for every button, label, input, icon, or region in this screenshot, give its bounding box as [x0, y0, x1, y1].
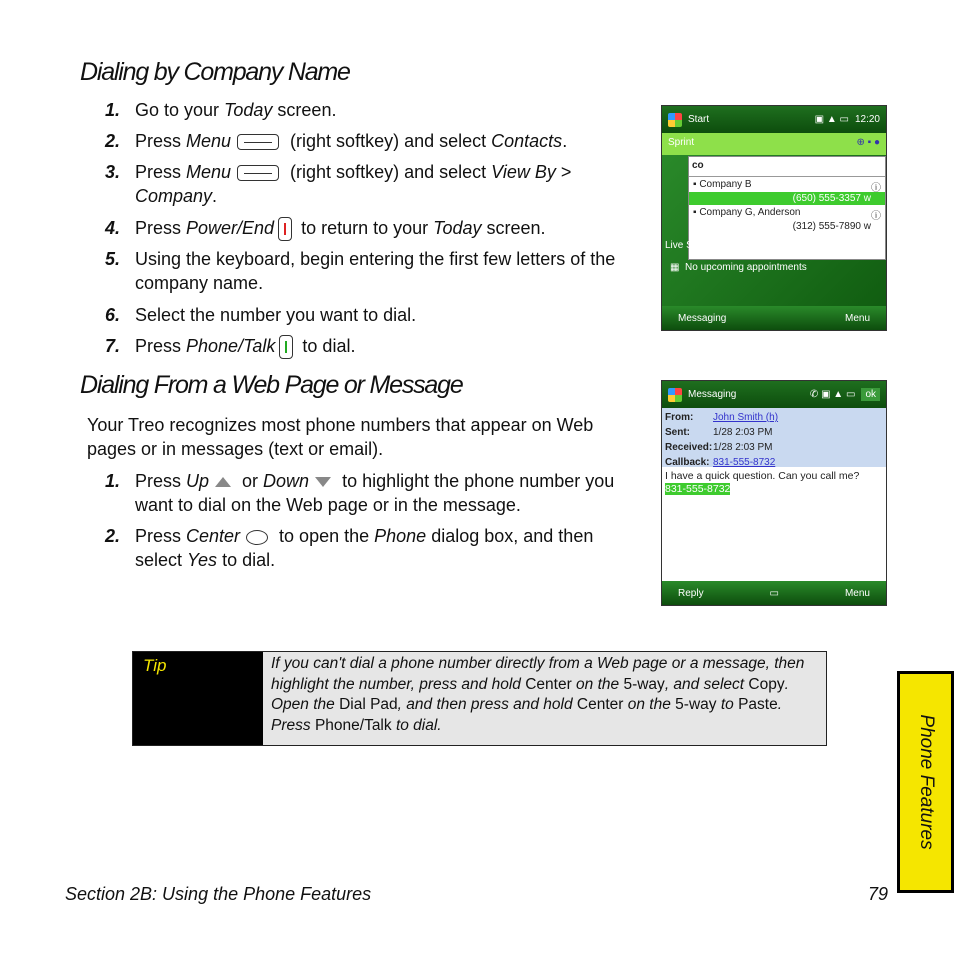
- contact-search-popup: [688, 156, 886, 260]
- app-title: Messaging: [688, 389, 737, 400]
- message-header: From: John Smith (h) Sent: 1/28 2:03 PM Received:1/28 2:03 PM Callback: 831-555-8732: [662, 408, 886, 467]
- step-number: 4.: [105, 218, 121, 238]
- center-key-icon: [246, 530, 268, 545]
- footer-section: Section 2B: Using the Phone Features: [65, 884, 372, 904]
- keyboard-icon[interactable]: ▭: [769, 587, 779, 599]
- step-6: 6. Select the number you want to dial.: [105, 305, 417, 325]
- intro-paragraph: Your Treo recognizes most phone numbers that appear on Web pages or in messages (text or email).: [87, 415, 594, 459]
- ok-button[interactable]: ok: [861, 388, 880, 401]
- carrier-bar: Sprint ⊕ ▪ ●: [662, 133, 886, 155]
- tip-box: [132, 651, 827, 746]
- step-number: 6.: [105, 305, 121, 325]
- highlighted-number[interactable]: 831-555-8732: [665, 483, 731, 495]
- step-number: 2.: [105, 526, 121, 546]
- step-4: 4. Press Power/End to return to your Today screen.: [105, 216, 625, 241]
- phone-talk-key-icon: [279, 335, 293, 359]
- power-end-key-icon: [278, 217, 292, 241]
- status-icons: ✆ ▣ ▲ ▭: [809, 389, 856, 400]
- menu-key-icon: [237, 134, 279, 150]
- step-2: 2. Press Center to open the Phone dialog box, and then select Yes to dial.: [105, 526, 594, 570]
- softkey-right[interactable]: Menu: [844, 587, 870, 599]
- start-label: Start: [688, 114, 710, 125]
- windows-start-icon: [668, 113, 682, 127]
- search-input[interactable]: co: [689, 157, 885, 177]
- page-number: 79: [868, 884, 889, 904]
- live-label: Live S: [665, 240, 693, 251]
- connectivity-icons: ⊕ ▪ ●: [856, 137, 880, 148]
- step-number: 1.: [105, 471, 121, 491]
- step-3: 3. Press Menu (right softkey) and select View By > Company.: [105, 162, 572, 206]
- phone-screenshot-contacts: [661, 105, 887, 331]
- from-link[interactable]: John Smith (h): [713, 412, 779, 423]
- step-2: 2. Press Menu (right softkey) and select Contacts.: [105, 131, 568, 151]
- clock: 12:20: [854, 114, 880, 125]
- softkey-right[interactable]: Menu: [844, 312, 870, 324]
- section-heading: Dialing From a Web Page or Message: [80, 371, 463, 399]
- step-1: 1. Go to your Today screen.: [105, 100, 337, 120]
- softkey-left[interactable]: Reply: [678, 587, 704, 599]
- side-tab-label: Phone Features: [915, 714, 937, 850]
- step-1: 1. Press Up or Down to highlight the phone number you want to dial on the Web page or in the message.: [105, 471, 615, 515]
- softkey-left[interactable]: Messaging: [678, 312, 727, 324]
- up-arrow-icon: [215, 477, 231, 487]
- step-number: 3.: [105, 162, 121, 182]
- down-arrow-icon: [315, 477, 331, 487]
- tip-text: If you can't dial a phone number directly from a Web page or a message, then highlight the number, press and hold Center on the 5-way, and select Copy. Open the Dial Pad, and then press and hold Center on the 5-way to Paste. Press Phone/Talk to dial.: [263, 652, 826, 745]
- status-icons: ▣ ▲ ▭: [814, 114, 849, 125]
- contact-number-selected[interactable]: (650) 555-3357 w: [689, 192, 885, 205]
- callback-link[interactable]: 831-555-8732: [713, 457, 776, 468]
- contact-item[interactable]: ▪ Company B ⓘ: [693, 179, 881, 194]
- step-7: 7. Press Phone/Talk to dial.: [105, 334, 625, 359]
- step-number: 2.: [105, 131, 121, 151]
- menu-key-icon: [237, 165, 279, 181]
- contact-item[interactable]: ▪ Company G, Anderson ⓘ: [693, 207, 881, 222]
- windows-start-icon: [668, 388, 682, 402]
- section-heading: Dialing by Company Name: [80, 58, 350, 86]
- step-number: 1.: [105, 100, 121, 120]
- appointments-row[interactable]: ▦ No upcoming appointments: [670, 262, 807, 273]
- contact-number[interactable]: (312) 555-7890 w: [792, 221, 871, 232]
- step-number: 7.: [105, 336, 121, 356]
- message-body: I have a quick question. Can you call me? 831-555-8732: [665, 470, 860, 495]
- phone-screenshot-message: [661, 380, 887, 606]
- step-number: 5.: [105, 249, 121, 269]
- step-5: 5. Using the keyboard, begin entering the first few letters of the company name.: [105, 249, 616, 293]
- tip-label: Tip: [133, 652, 263, 745]
- side-tab: [897, 671, 954, 893]
